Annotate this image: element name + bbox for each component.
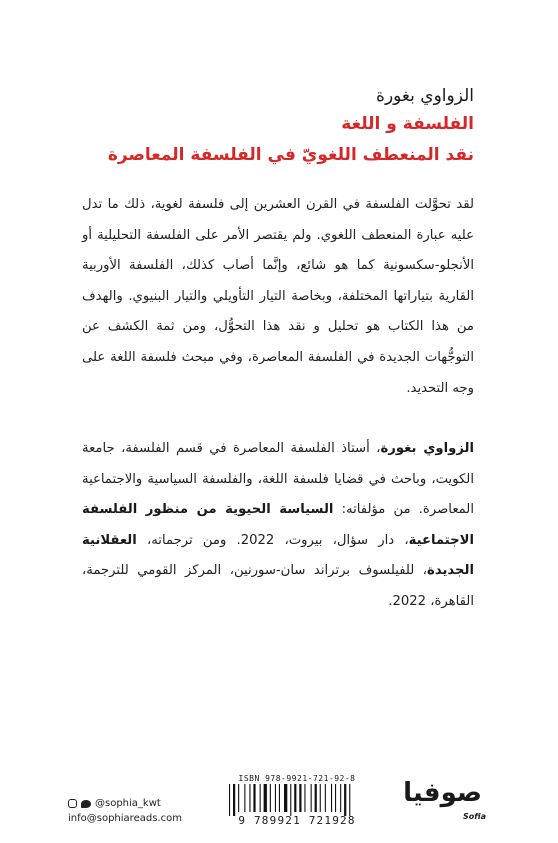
author-bio-book-1: السياسة الحيوية من منظور الفلسفة الاجتماعية (82, 502, 474, 548)
author-bio-text-1: ، أستاذ الفلسفة المعاصرة في قسم الفلسفة، جامعة الكويت، وباحث في قضايا فلسفة اللغة، والفلسفة السياسية والاجتماعية المعاصرة. من مؤلفاته: (82, 441, 474, 518)
barcode-bar (238, 784, 239, 812)
isbn-label: ISBN 978-9921-721-92-8 (238, 774, 356, 783)
isbn-barcode (219, 774, 375, 828)
barcode-bar (325, 784, 326, 812)
book-description: لقد تحوَّلت الفلسفة في القرن العشرين إلى فلسفة لغوية، ذلك ما تدل عليه عبارة المنعطف اللغوي. ولم يقتصر الأمر على الفلسفة التحليلية أو الأنجلو-سكسونية كما هو شائع، وإنَّما أصاب كذلك، الفلسفة الأوربية القارية بتياراتها المختلفة، وبخاصة التيار التأويلي والتيار البنيوي. والهدف من هذا الكتاب هو تحليل و نقد هذا التحوُّل، ومن ثمة الكشف عن التوجُّهات الجديدة في الفلسفة المعاصرة، وفي مبحث فلسفة اللغة على وجه التحديد. (82, 197, 474, 396)
book-title: الفلسفة و اللغة (341, 114, 474, 134)
publisher-logo-arabic: صوفيا (403, 778, 482, 808)
barcode-bar (244, 784, 245, 812)
publisher-logo-latin: Sofia (463, 812, 486, 821)
barcode-bar (260, 784, 261, 812)
barcode-bar (229, 784, 230, 816)
instagram-icon (68, 799, 77, 808)
barcode-bar (253, 784, 255, 812)
barcode-bar (344, 784, 346, 816)
barcode-bar (304, 784, 305, 812)
barcode-bar (284, 784, 287, 812)
barcode-bar (249, 784, 250, 812)
barcode-icon (229, 784, 365, 816)
author-name: الزواوي بغورة (376, 86, 474, 106)
barcode-bar (264, 784, 267, 812)
author-bio-text-2: ، دار سؤال، بيروت، 2022. ومن ترجماته، (136, 532, 409, 548)
barcode-digits: 9 789921 721928 (238, 814, 356, 827)
barcode-bar (233, 784, 235, 816)
author-bio-text-3: ، للفيلسوف برتراند سان-سورنين، المركز القومي للترجمة، القاهرة، 2022. (82, 563, 474, 609)
barcode-bar (340, 784, 341, 812)
publisher-email[interactable]: info@sophiareads.com (68, 813, 182, 824)
author-bio (82, 434, 474, 618)
social-handle[interactable]: @sophia_kwt (95, 798, 161, 809)
author-bio-book-2: العقلانية الجديدة (82, 532, 474, 579)
barcode-bar (335, 784, 336, 812)
barcode-bar (349, 784, 350, 816)
barcode-bar (279, 784, 280, 812)
barcode-bar (311, 784, 312, 812)
publisher-contact (68, 796, 182, 826)
barcode-bar (275, 784, 276, 812)
author-bio-name: الزواوي بغورة (380, 441, 475, 456)
barcode-bar (320, 784, 321, 812)
twitter-icon (81, 800, 91, 808)
barcode-bar (294, 784, 296, 812)
barcode-bar (315, 784, 317, 812)
barcode-bar (299, 784, 301, 812)
barcode-bar (331, 784, 332, 812)
barcode-bar (290, 784, 291, 816)
publisher-logo (398, 778, 488, 828)
book-subtitle: نقد المنعطف اللغويّ في الفلسفة المعاصرة (107, 145, 474, 165)
barcode-bar (270, 784, 271, 812)
